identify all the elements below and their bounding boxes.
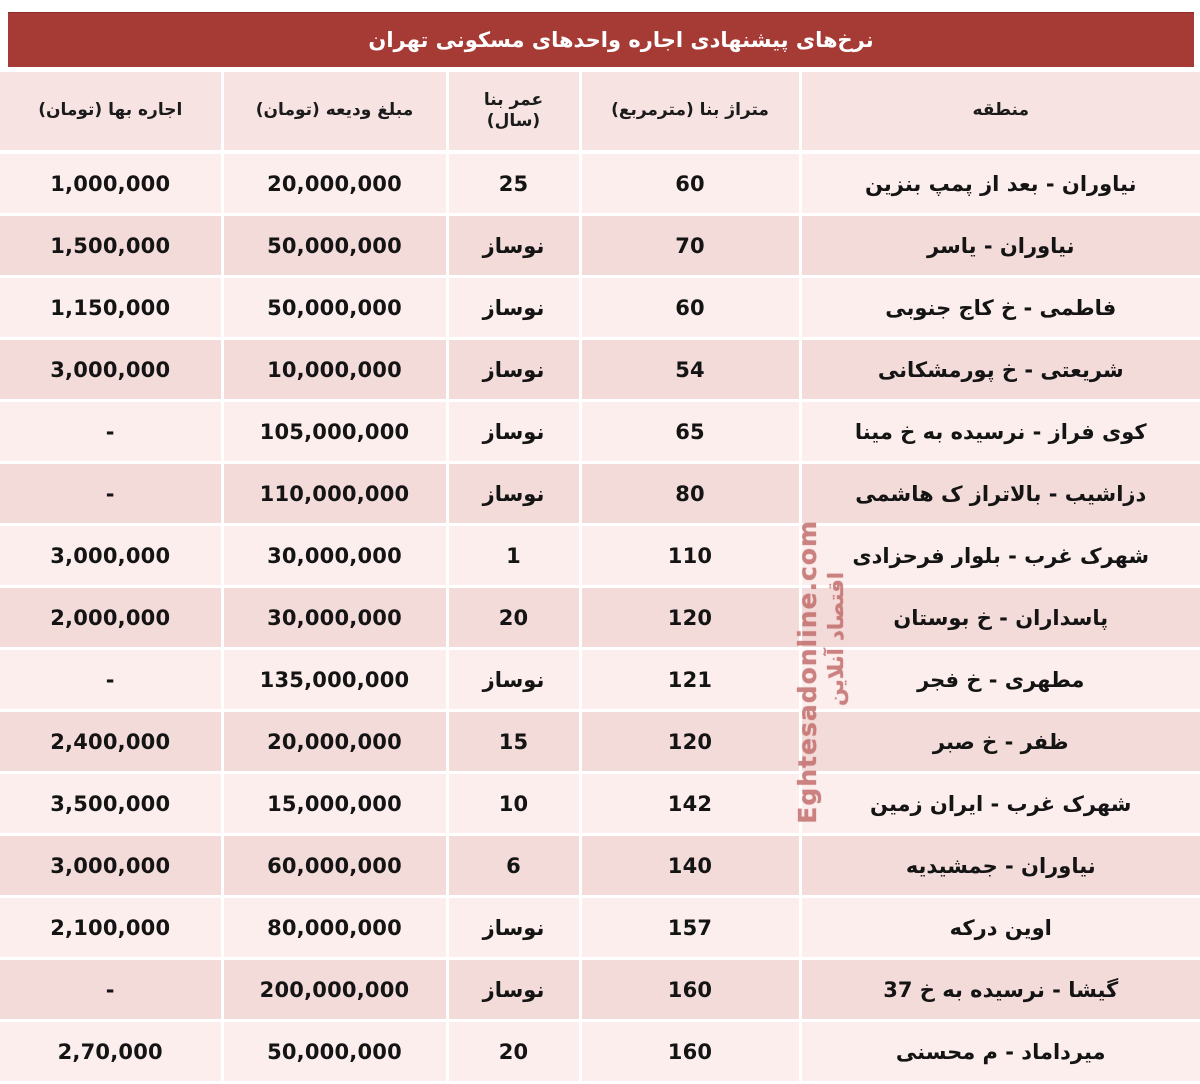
cell-age: نوساز bbox=[447, 897, 580, 959]
cell-age: 25 bbox=[447, 152, 580, 215]
cell-area: 54 bbox=[580, 339, 800, 401]
table-row bbox=[0, 649, 1200, 711]
cell-rent: 3,000,000 bbox=[0, 835, 222, 897]
table-row bbox=[0, 215, 1200, 277]
cell-deposit: 10,000,000 bbox=[222, 339, 447, 401]
cell-deposit: 30,000,000 bbox=[222, 525, 447, 587]
cell-area: 65 bbox=[580, 401, 800, 463]
cell-age: 1 bbox=[447, 525, 580, 587]
cell-area: 120 bbox=[580, 711, 800, 773]
table-row bbox=[0, 959, 1200, 1021]
cell-area: 142 bbox=[580, 773, 800, 835]
cell-area: 121 bbox=[580, 649, 800, 711]
cell-region: فاطمی - خ کاج جنوبی bbox=[800, 277, 1200, 339]
cell-area: 60 bbox=[580, 277, 800, 339]
rental-rates-table bbox=[0, 72, 1200, 1084]
cell-region: نیاوران - بعد از پمپ بنزین bbox=[800, 152, 1200, 215]
table-row bbox=[0, 152, 1200, 215]
cell-deposit: 50,000,000 bbox=[222, 1021, 447, 1083]
cell-age: 20 bbox=[447, 1021, 580, 1083]
cell-area: 160 bbox=[580, 959, 800, 1021]
cell-age: 15 bbox=[447, 711, 580, 773]
cell-deposit: 20,000,000 bbox=[222, 152, 447, 215]
cell-region: گیشا - نرسیده به خ 37 bbox=[800, 959, 1200, 1021]
table-row bbox=[0, 711, 1200, 773]
cell-region: شهرک غرب - بلوار فرحزادی bbox=[800, 525, 1200, 587]
cell-deposit: 200,000,000 bbox=[222, 959, 447, 1021]
cell-age: نوساز bbox=[447, 277, 580, 339]
table-row bbox=[0, 773, 1200, 835]
column-header-age: عمر بنا (سال) bbox=[447, 72, 580, 152]
cell-region: ظفر - خ صبر bbox=[800, 711, 1200, 773]
column-header-area: متراژ بنا (مترمربع) bbox=[580, 72, 800, 152]
cell-deposit: 50,000,000 bbox=[222, 215, 447, 277]
cell-age: نوساز bbox=[447, 401, 580, 463]
cell-age: نوساز bbox=[447, 649, 580, 711]
table-row bbox=[0, 835, 1200, 897]
cell-rent: 1,500,000 bbox=[0, 215, 222, 277]
cell-age: 20 bbox=[447, 587, 580, 649]
cell-rent: - bbox=[0, 401, 222, 463]
table-row bbox=[0, 1021, 1200, 1083]
cell-region: شریعتی - خ پورمشکانی bbox=[800, 339, 1200, 401]
cell-rent: 1,150,000 bbox=[0, 277, 222, 339]
cell-area: 80 bbox=[580, 463, 800, 525]
cell-deposit: 20,000,000 bbox=[222, 711, 447, 773]
cell-rent: - bbox=[0, 463, 222, 525]
cell-region: مطهری - خ فجر bbox=[800, 649, 1200, 711]
cell-deposit: 60,000,000 bbox=[222, 835, 447, 897]
cell-rent: 3,000,000 bbox=[0, 339, 222, 401]
column-header-deposit: مبلغ ودیعه (تومان) bbox=[222, 72, 447, 152]
table-row bbox=[0, 277, 1200, 339]
cell-deposit: 30,000,000 bbox=[222, 587, 447, 649]
table-row bbox=[0, 587, 1200, 649]
cell-age: نوساز bbox=[447, 463, 580, 525]
cell-area: 60 bbox=[580, 152, 800, 215]
table-header-row bbox=[0, 72, 1200, 152]
table-body bbox=[0, 152, 1200, 1083]
cell-region: نیاوران - جمشیدیه bbox=[800, 835, 1200, 897]
cell-region: کوی فراز - نرسیده به خ مینا bbox=[800, 401, 1200, 463]
cell-rent: 2,000,000 bbox=[0, 587, 222, 649]
cell-rent: 2,100,000 bbox=[0, 897, 222, 959]
table-title-bar bbox=[8, 12, 1194, 67]
cell-region: اوین درکه bbox=[800, 897, 1200, 959]
cell-rent: - bbox=[0, 959, 222, 1021]
cell-deposit: 15,000,000 bbox=[222, 773, 447, 835]
cell-rent: 3,000,000 bbox=[0, 525, 222, 587]
table-row bbox=[0, 525, 1200, 587]
cell-area: 140 bbox=[580, 835, 800, 897]
page-title: نرخ‌های پیشنهادی اجاره واحدهای مسکونی تهران bbox=[368, 27, 874, 52]
cell-deposit: 135,000,000 bbox=[222, 649, 447, 711]
cell-age: 10 bbox=[447, 773, 580, 835]
table-row bbox=[0, 401, 1200, 463]
watermark-persian-label: اقتصاد آنلاین bbox=[824, 572, 848, 706]
cell-area: 120 bbox=[580, 587, 800, 649]
cell-deposit: 110,000,000 bbox=[222, 463, 447, 525]
cell-rent: 2,70,000 bbox=[0, 1021, 222, 1083]
table-row bbox=[0, 897, 1200, 959]
column-header-rent: اجاره بها (تومان) bbox=[0, 72, 222, 152]
cell-rent: - bbox=[0, 649, 222, 711]
table-row bbox=[0, 463, 1200, 525]
column-header-region: منطقه bbox=[800, 72, 1200, 152]
table-row bbox=[0, 339, 1200, 401]
cell-region: شهرک غرب - ایران زمین bbox=[800, 773, 1200, 835]
cell-age: نوساز bbox=[447, 339, 580, 401]
cell-deposit: 50,000,000 bbox=[222, 277, 447, 339]
cell-age: نوساز bbox=[447, 959, 580, 1021]
cell-deposit: 105,000,000 bbox=[222, 401, 447, 463]
cell-rent: 1,000,000 bbox=[0, 152, 222, 215]
cell-area: 110 bbox=[580, 525, 800, 587]
cell-age: 6 bbox=[447, 835, 580, 897]
cell-deposit: 80,000,000 bbox=[222, 897, 447, 959]
cell-rent: 3,500,000 bbox=[0, 773, 222, 835]
cell-area: 70 bbox=[580, 215, 800, 277]
table-header bbox=[0, 72, 1200, 152]
cell-region: پاسداران - خ بوستان bbox=[800, 587, 1200, 649]
cell-area: 157 bbox=[580, 897, 800, 959]
watermark-domain-label: Eghtesadonline.com bbox=[793, 520, 822, 824]
cell-rent: 2,400,000 bbox=[0, 711, 222, 773]
cell-region: میرداماد - م محسنی bbox=[800, 1021, 1200, 1083]
cell-region: نیاوران - یاسر bbox=[800, 215, 1200, 277]
cell-region: دزاشیب - بالاتراز ک هاشمی bbox=[800, 463, 1200, 525]
cell-area: 160 bbox=[580, 1021, 800, 1083]
cell-age: نوساز bbox=[447, 215, 580, 277]
